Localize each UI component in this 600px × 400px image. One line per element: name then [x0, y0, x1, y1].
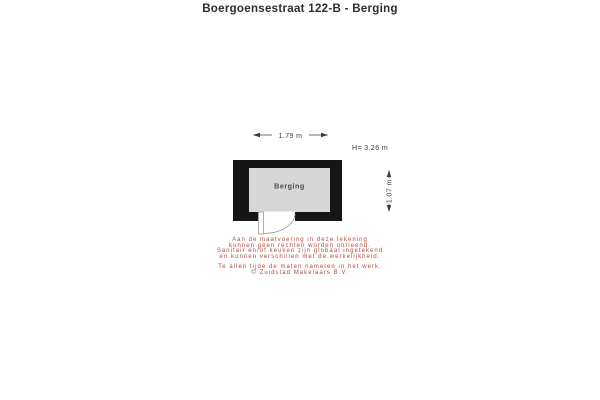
copyright-line: © Zuidstad Makelaars B.V. — [251, 269, 349, 276]
width-dim-arrow-left-icon — [253, 133, 260, 137]
disclaimer-measurement-note — [0, 238, 600, 261]
disclaimer-line: en kunnen verschillen met de werkelijkheid. — [219, 254, 381, 261]
disclaimer-line: Sanitair en/of keuken zijn globaal ingetekend — [216, 248, 384, 255]
disclaimer-line: Aan de maatvoering in deze tekening — [232, 237, 368, 243]
door-leaf — [259, 212, 264, 234]
disclaimer — [0, 238, 600, 276]
disclaimer-line: kunnen geen rechten worden ontleend. — [229, 242, 371, 249]
room-berging — [233, 160, 342, 234]
depth-dim-arrow-down-icon — [387, 205, 391, 212]
ceiling-height-label: H= 3.26 m — [352, 145, 389, 152]
depth-dim-arrow-up-icon — [387, 170, 391, 177]
room-label: Berging — [274, 181, 305, 191]
disclaimer-copyright-note — [0, 265, 600, 276]
page-title: Boergoensestraat 122-B - Berging — [202, 3, 398, 15]
width-dim-arrow-right-icon — [321, 133, 328, 137]
depth-dimension-label: 1.07 m — [386, 179, 394, 204]
width-dimension-label: 1.79 m — [278, 133, 303, 140]
width-dimension — [253, 130, 328, 141]
disclaimer-line: Te allen tijde de maten nameten in het werk. — [218, 263, 382, 270]
depth-dimension — [384, 170, 395, 212]
